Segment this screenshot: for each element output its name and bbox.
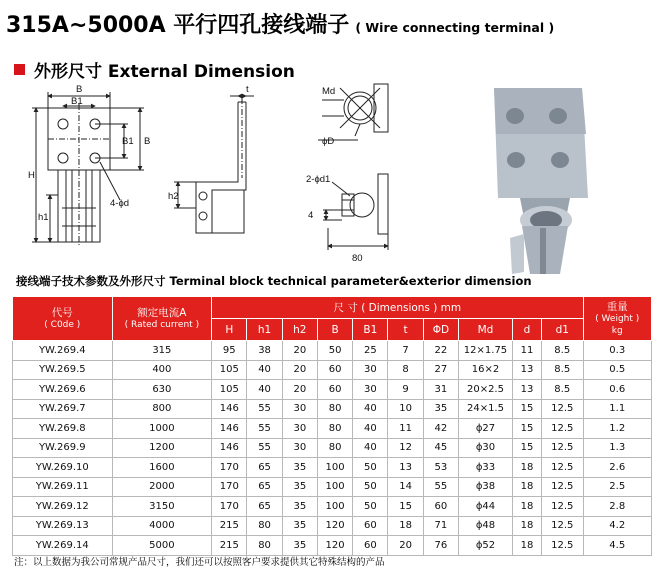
table-cell: 55 [247,419,282,439]
table-cell: 65 [247,497,282,517]
table-cell: 65 [247,477,282,497]
label-phiD: ϕD [322,136,335,147]
table-cell: 15 [512,438,541,458]
table-cell: ϕ52 [459,536,513,556]
table-cell: 50 [353,477,388,497]
table-cell: 42 [423,419,458,439]
table-cell: 1200 [112,438,212,458]
label-h2: h2 [168,191,179,202]
table-cell: 18 [388,516,423,536]
table-cell: 2000 [112,477,212,497]
terminal-product-image [494,88,588,274]
footnote: 注：以上数据为我公司常规产品尺寸，我们还可以按照客户要求提供其它特殊结构的产品 [14,557,385,568]
label-hole-dia: 4-ϕd [110,198,130,209]
dim-col-header: t [388,319,423,341]
table-cell: 20 [282,380,317,400]
table-cell: 15 [512,419,541,439]
red-square-bullet [14,64,25,75]
table-cell: 13 [512,360,541,380]
table-cell: 12.5 [541,516,583,536]
side-view-drawing [174,96,254,233]
table-cell: 76 [423,536,458,556]
table-row [13,341,652,361]
table-cell: 55 [247,399,282,419]
dim-col-header: B [317,319,352,341]
table-cell: 12.5 [541,419,583,439]
label-B-side: B [144,136,151,147]
table-cell: 120 [317,536,352,556]
table-cell: 9 [388,380,423,400]
table-cell: 60 [353,516,388,536]
table-cell: 146 [212,399,247,419]
table-cell: 50 [353,497,388,517]
table-cell: 12×1.75 [459,341,513,361]
table-cell: 3150 [112,497,212,517]
title-main: 315A~5000A 平行四孔接线端子 [6,13,350,38]
table-cell: 4.2 [583,516,652,536]
table-cell: 8.5 [541,341,583,361]
table-cell: 10 [388,399,423,419]
table-row [13,477,652,497]
label-H: H [28,170,35,181]
table-cell: 170 [212,497,247,517]
table-cell: 18 [512,458,541,478]
table-row [13,399,652,419]
table-cell: 13 [512,380,541,400]
table-cell: 100 [317,477,352,497]
table-cell: 16×2 [459,360,513,380]
table-cell: 100 [317,497,352,517]
table-cell: 1.3 [583,438,652,458]
table-cell: 18 [512,536,541,556]
table-cell: 30 [282,419,317,439]
title-subtitle: ( Wire connecting terminal ) [355,20,555,35]
label-Md: Md [322,86,336,97]
table-cell: 105 [212,380,247,400]
table-cell: 71 [423,516,458,536]
table-cell: 45 [423,438,458,458]
front-view-drawing [32,92,144,246]
table-cell: ϕ30 [459,438,513,458]
table-cell: 105 [212,360,247,380]
table-cell: 1.1 [583,399,652,419]
code-header: 代号 ( C0de ) [13,297,113,341]
table-cell: 80 [247,516,282,536]
table-cell: 35 [282,536,317,556]
label-t: t [246,84,249,95]
table-cell: 15 [512,399,541,419]
label-B1-top: B1 [71,96,83,107]
table-cell: 30 [282,438,317,458]
table-cell: 12.5 [541,458,583,478]
table-cell: 2.8 [583,497,652,517]
table-cell: 35 [282,516,317,536]
label-d1: 2-ϕd1 [306,174,331,185]
table-cell: 12.5 [541,399,583,419]
table-row [13,497,652,517]
page-title [6,8,554,38]
table-cell: 7 [388,341,423,361]
table-cell: 0.3 [583,341,652,361]
table-cell: 40 [247,380,282,400]
dim-col-header: H [212,319,247,341]
table-cell: 60 [353,536,388,556]
table-cell: ϕ44 [459,497,513,517]
table-cell: 80 [317,438,352,458]
table-cell: 35 [282,477,317,497]
table-cell: 0.6 [583,380,652,400]
dim-col-header: h2 [282,319,317,341]
table-row [13,458,652,478]
table-cell: 1000 [112,419,212,439]
table-cell: 2.6 [583,458,652,478]
table-cell: YW.269.9 [13,438,113,458]
table-cell: 95 [212,341,247,361]
table-cell: 38 [247,341,282,361]
dim-col-header: d1 [541,319,583,341]
label-h1: h1 [38,212,49,223]
table-cell: 13 [388,458,423,478]
table-cell: 20 [282,341,317,361]
table-cell: 30 [353,380,388,400]
table-cell: 20×2.5 [459,380,513,400]
table-cell: 35 [282,458,317,478]
current-header: 额定电流A ( Rated current ) [112,297,212,341]
table-cell: ϕ33 [459,458,513,478]
table-cell: 80 [317,399,352,419]
table-cell: 30 [353,360,388,380]
table-cell: 35 [423,399,458,419]
table-cell: 18 [512,497,541,517]
table-cell: 24×1.5 [459,399,513,419]
table-cell: YW.269.6 [13,380,113,400]
table-cell: 15 [388,497,423,517]
table-caption: 接线端子技术参数及外形尺寸 Terminal block technical parameter&exterior dimension [16,274,532,288]
table-cell: 170 [212,477,247,497]
table-cell: 18 [512,516,541,536]
table-cell: 80 [317,419,352,439]
table-cell: 215 [212,536,247,556]
table-row [13,516,652,536]
table-row [13,419,652,439]
table-cell: 40 [353,399,388,419]
table-cell: ϕ38 [459,477,513,497]
label-B1-side: B1 [122,136,134,147]
table-cell: 1.2 [583,419,652,439]
table-cell: 4.5 [583,536,652,556]
table-cell: 60 [317,380,352,400]
table-cell: 25 [353,341,388,361]
table-cell: 11 [512,341,541,361]
table-cell: 12.5 [541,438,583,458]
table-cell: 35 [282,497,317,517]
table-cell: 60 [317,360,352,380]
table-cell: 11 [388,419,423,439]
dim-col-header: ΦD [423,319,458,341]
spec-table [12,296,652,556]
weight-header: 重量 ( Weight ) kg [583,297,652,341]
table-row [13,438,652,458]
table-cell: 20 [388,536,423,556]
table-cell: 146 [212,419,247,439]
table-cell: 12.5 [541,536,583,556]
table-row [13,360,652,380]
table-row [13,380,652,400]
table-cell: 53 [423,458,458,478]
table-cell: 100 [317,458,352,478]
table-cell: 170 [212,458,247,478]
table-cell: 12.5 [541,497,583,517]
dim-col-header: h1 [247,319,282,341]
table-cell: 2.5 [583,477,652,497]
table-cell: 315 [112,341,212,361]
table-cell: 18 [512,477,541,497]
table-cell: YW.269.11 [13,477,113,497]
table-cell: 0.5 [583,360,652,380]
table-cell: 55 [423,477,458,497]
table-cell: 8.5 [541,360,583,380]
table-cell: YW.269.13 [13,516,113,536]
table-cell: 55 [247,438,282,458]
table-cell: 146 [212,438,247,458]
table-cell: YW.269.7 [13,399,113,419]
table-cell: 27 [423,360,458,380]
clamp-side-drawing [323,174,388,250]
table-cell: 14 [388,477,423,497]
table-cell: 215 [212,516,247,536]
table-cell: 80 [247,536,282,556]
table-cell: ϕ48 [459,516,513,536]
table-cell: 1600 [112,458,212,478]
table-cell: 30 [282,399,317,419]
table-cell: 4000 [112,516,212,536]
table-row [13,536,652,556]
table-cell: 40 [353,438,388,458]
table-cell: 12 [388,438,423,458]
table-cell: YW.269.12 [13,497,113,517]
table-cell: 8 [388,360,423,380]
dim-col-header: Md [459,319,513,341]
section-label: 外形尺寸 External Dimension [34,62,295,82]
table-cell: YW.269.4 [13,341,113,361]
table-cell: 50 [353,458,388,478]
table-cell: 800 [112,399,212,419]
table-cell: 40 [247,360,282,380]
table-cell: YW.269.14 [13,536,113,556]
table-cell: 22 [423,341,458,361]
table-cell: 630 [112,380,212,400]
technical-drawings [0,78,660,278]
table-cell: 8.5 [541,380,583,400]
label-B: B [76,84,83,95]
table-cell: 40 [353,419,388,439]
label-four: 4 [308,210,314,221]
dim-col-header: B1 [353,319,388,341]
dimensions-header: 尺 寸 ( Dimensions ) mm [212,297,583,319]
table-cell: 400 [112,360,212,380]
dim-col-header: d [512,319,541,341]
table-cell: 5000 [112,536,212,556]
table-cell: 65 [247,458,282,478]
label-eighty: 80 [352,253,363,264]
table-cell: YW.269.8 [13,419,113,439]
table-cell: 50 [317,341,352,361]
table-cell: 12.5 [541,477,583,497]
table-cell: 20 [282,360,317,380]
table-cell: 60 [423,497,458,517]
table-cell: 120 [317,516,352,536]
table-cell: 31 [423,380,458,400]
table-cell: ϕ27 [459,419,513,439]
table-cell: YW.269.5 [13,360,113,380]
table-cell: YW.269.10 [13,458,113,478]
